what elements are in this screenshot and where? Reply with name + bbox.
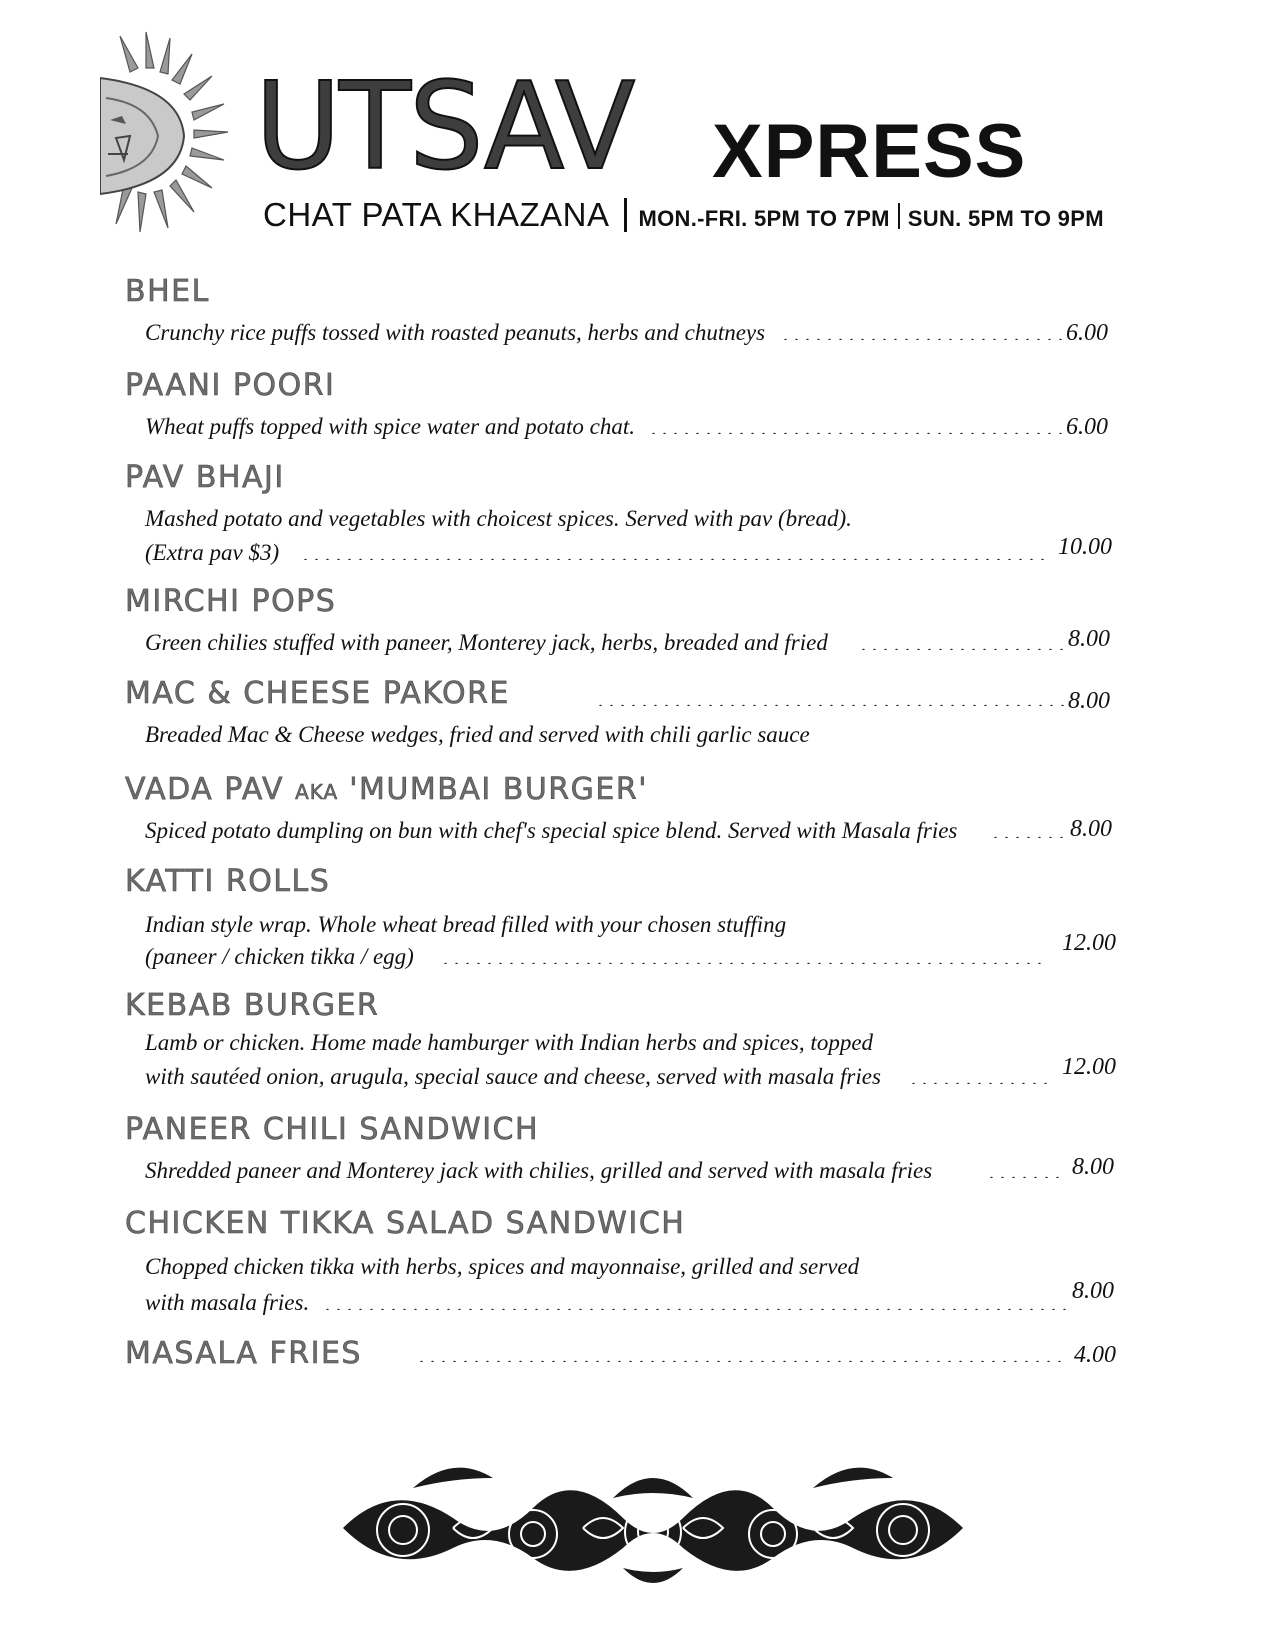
item-price: 8.00 xyxy=(1072,1278,1114,1304)
item-price: 8.00 xyxy=(1068,688,1110,714)
item-description: with masala fries. xyxy=(145,1290,310,1315)
item-description: Chopped chicken tikka with herbs, spices and mayonnaise, grilled and served xyxy=(145,1254,860,1279)
item-price: 12.00 xyxy=(1062,1054,1116,1080)
item-name: KATTI ROLLS xyxy=(125,864,331,899)
brand-subtitle: XPRESS xyxy=(712,109,1027,194)
item-description: Shredded paneer and Monterey jack with chilies, grilled and served with masala fries xyxy=(145,1158,933,1183)
dot-leader xyxy=(322,1308,1066,1310)
brand-title: UTSAV xyxy=(255,58,634,197)
dot-leader xyxy=(648,432,1062,434)
dot-leader xyxy=(986,1176,1066,1178)
dot-leader xyxy=(300,558,1044,560)
dot-leader xyxy=(595,704,1065,706)
item-price: 8.00 xyxy=(1072,1154,1114,1180)
item-alt-name: 'MUMBAI BURGER' xyxy=(349,772,648,807)
item-name: MAC & CHEESE PAKORE xyxy=(125,676,510,711)
item-description: Indian style wrap. Whole wheat bread filled with your chosen stuffing xyxy=(145,912,787,937)
item-description: Mashed potato and vegetables with choicest spices. Served with pav (bread). xyxy=(145,506,852,531)
item-name: KEBAB BURGER xyxy=(125,988,380,1023)
item-name xyxy=(125,772,648,807)
item-description: with sautéed onion, arugula, special sauce and cheese, served with masala fries xyxy=(145,1064,881,1089)
item-name: MASALA FRIES xyxy=(125,1336,362,1371)
dot-leader xyxy=(416,1360,1068,1362)
dot-leader xyxy=(908,1082,1050,1084)
item-description: Breaded Mac & Cheese wedges, fried and served with chili garlic sauce xyxy=(145,722,810,747)
item-price: 8.00 xyxy=(1070,816,1112,842)
dot-leader xyxy=(990,836,1066,838)
item-price: 6.00 xyxy=(1066,414,1108,440)
item-description: Green chilies stuffed with paneer, Monterey jack, herbs, breaded and fried xyxy=(145,630,828,655)
item-description: Spiced potato dumpling on bun with chef's special spice blend. Served with Masala fries xyxy=(145,818,958,843)
item-description: Lamb or chicken. Home made hamburger with Indian herbs and spices, topped xyxy=(145,1030,874,1055)
paisley-ornament-icon xyxy=(333,1458,973,1598)
item-description: (Extra pav $3) xyxy=(145,540,280,565)
item-name: PAANI POORI xyxy=(125,368,336,403)
item-description: (paneer / chicken tikka / egg) xyxy=(145,944,414,969)
item-description: Wheat puffs topped with spice water and potato chat. xyxy=(145,414,635,439)
dot-leader xyxy=(780,338,1062,340)
item-name: CHICKEN TIKKA SALAD SANDWICH xyxy=(125,1206,686,1241)
item-description: Crunchy rice puffs tossed with roasted peanuts, herbs and chutneys xyxy=(145,320,766,345)
item-name: PAV BHAJI xyxy=(125,460,285,495)
weekday-hours: MON.-FRI. 5PM TO 7PM xyxy=(638,206,890,231)
tagline: CHAT PATA KHAZANA xyxy=(263,196,610,233)
item-name: MIRCHI POPS xyxy=(125,584,337,619)
item-name: BHEL xyxy=(125,274,210,309)
item-price: 10.00 xyxy=(1058,534,1112,560)
item-price: 6.00 xyxy=(1066,320,1108,346)
item-name: PANEER CHILI SANDWICH xyxy=(125,1112,540,1147)
item-price: 12.00 xyxy=(1062,930,1116,956)
item-price: 8.00 xyxy=(1068,626,1110,652)
item-price: 4.00 xyxy=(1074,1342,1116,1368)
item-name-text: VADA PAV xyxy=(125,772,285,807)
sunday-hours: SUN. 5PM TO 9PM xyxy=(907,206,1104,231)
dot-leader xyxy=(858,648,1064,650)
aka-label: AKA xyxy=(295,780,339,804)
dot-leader xyxy=(440,962,1046,964)
